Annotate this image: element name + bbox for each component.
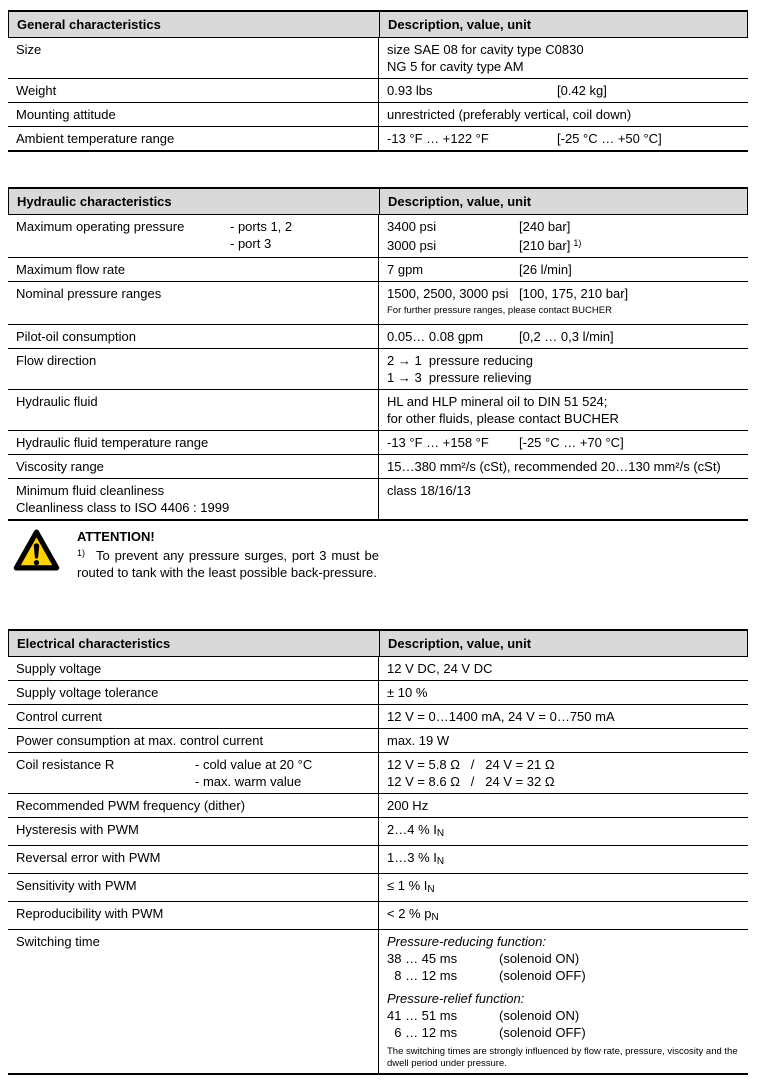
value-line — [387, 967, 740, 984]
row-value — [378, 479, 748, 519]
footnote-marker: 1) — [77, 548, 86, 558]
table-row — [8, 390, 748, 431]
row-label: Hysteresis with PWM — [16, 822, 139, 837]
value-line: 15…380 mm²/s (cSt), recommended 20…130 mm²/s (cSt) — [387, 459, 721, 474]
table-row — [8, 705, 748, 729]
value-line — [387, 950, 740, 967]
attention-text-block — [77, 528, 379, 581]
value-us: -13 °F … +122 °F — [387, 131, 489, 146]
row-value — [378, 681, 748, 704]
table-row — [8, 753, 748, 794]
switching-state: (solenoid OFF) — [499, 1025, 586, 1040]
value-us: 7 gpm — [387, 262, 424, 277]
label-subitems — [230, 218, 292, 252]
switching-state: (solenoid ON) — [499, 1008, 580, 1023]
value-line: size SAE 08 for cavity type C0830 — [387, 42, 584, 57]
sublabel: - ports 1, 2 — [230, 219, 293, 234]
attention-note — [13, 528, 748, 581]
hydraulic-characteristics-table — [8, 187, 748, 521]
switching-state: (solenoid OFF) — [499, 968, 586, 983]
row-label: Control current — [16, 709, 102, 724]
value-line: unrestricted (preferably vertical, coil down) — [387, 107, 632, 122]
value-line: 12 V = 0…1400 mA, 24 V = 0…750 mA — [387, 709, 615, 724]
value-line: class 18/16/13 — [387, 483, 471, 498]
table-row — [8, 325, 748, 349]
value-line: 1 → 3 pressure relieving — [387, 370, 532, 385]
value-us: -13 °F … +158 °F — [387, 435, 489, 450]
value-us: 3400 psi — [387, 219, 437, 234]
row-label: Recommended PWM frequency (dither) — [16, 798, 246, 813]
value-us: 0.05… 0.08 gpm — [387, 329, 484, 344]
row-label: Mounting attitude — [16, 107, 116, 122]
value-column-header: Description, value, unit — [379, 631, 747, 656]
row-label: Supply voltage tolerance — [16, 685, 159, 700]
value-si: [210 bar] — [519, 238, 571, 253]
row-value — [378, 753, 748, 793]
switching-time: 41 … 51 ms — [387, 1008, 458, 1023]
general-table-header — [8, 12, 748, 38]
table-row — [8, 79, 748, 103]
row-value — [378, 794, 748, 817]
table-row — [8, 258, 748, 282]
value-line — [387, 235, 740, 254]
general-characteristics-table — [8, 10, 748, 152]
table-row — [8, 902, 748, 930]
row-label: Reversal error with PWM — [16, 850, 161, 865]
switching-time: 6 … 12 ms — [387, 1025, 458, 1040]
table-row — [8, 479, 748, 519]
row-label: Pilot-oil consumption — [16, 329, 136, 344]
row-value — [378, 282, 748, 324]
value-us: 1500, 2500, 3000 psi — [387, 286, 509, 301]
row-label: Switching time — [16, 934, 100, 949]
table-row — [8, 818, 748, 846]
row-label — [8, 753, 378, 793]
table-row — [8, 681, 748, 705]
row-value — [378, 390, 748, 430]
sublabel: - cold value at 20 °C — [195, 757, 313, 772]
value-si: [0.42 kg] — [557, 83, 607, 98]
row-label: Hydraulic fluid — [16, 394, 98, 409]
footnote-ref: 1) — [573, 238, 582, 248]
value-column-header: Description, value, unit — [379, 12, 747, 37]
table-row — [8, 215, 748, 258]
value-line — [387, 1007, 740, 1024]
value-line — [387, 905, 740, 926]
row-value — [378, 818, 748, 845]
value-si: [26 l/min] — [519, 262, 572, 277]
value-line — [387, 82, 740, 99]
row-value — [378, 215, 748, 257]
switching-group-title: Pressure-reducing function: — [387, 934, 546, 949]
row-label: Ambient temperature range — [16, 131, 175, 146]
value-line — [387, 434, 740, 451]
value-line: HL and HLP mineral oil to DIN 51 524; — [387, 394, 608, 409]
table-title: Hydraulic characteristics — [17, 194, 172, 209]
value-line — [387, 261, 740, 278]
row-value — [378, 349, 748, 389]
value-line — [387, 849, 740, 870]
row-label: Nominal pressure ranges — [16, 286, 162, 301]
row-value — [378, 38, 748, 78]
row-label: Size — [16, 42, 42, 57]
label-text: Minimum fluid cleanliness — [16, 483, 165, 498]
row-label — [8, 215, 378, 257]
row-value — [378, 79, 748, 102]
value-si: [-25 °C … +50 °C] — [557, 131, 662, 146]
value-line: 12 V = 5.8 Ω / 24 V = 21 Ω — [387, 757, 555, 772]
row-value — [378, 325, 748, 348]
table-row — [8, 930, 748, 1073]
row-note: The switching times are strongly influenced by flow rate, pressure, viscosity and the dwell period under pressure. — [387, 1046, 738, 1069]
row-label: Weight — [16, 83, 57, 98]
table-row — [8, 38, 748, 79]
value-si: [-25 °C … +70 °C] — [519, 435, 624, 450]
row-value — [378, 657, 748, 680]
table-row — [8, 349, 748, 390]
attention-body — [77, 545, 379, 581]
row-label — [8, 479, 378, 519]
table-row — [8, 794, 748, 818]
value-si: [0,2 … 0,3 l/min] — [519, 329, 614, 344]
label-text: Maximum operating pressure — [16, 219, 185, 234]
row-value — [378, 455, 748, 478]
row-value — [378, 846, 748, 873]
value-text: < 2 % p — [387, 906, 432, 921]
row-value — [378, 258, 748, 281]
table-title: General characteristics — [17, 17, 161, 32]
row-label: Power consumption at max. control current — [16, 733, 264, 748]
value-us: 3000 psi — [387, 238, 437, 253]
switching-group-title: Pressure-relief function: — [387, 991, 525, 1006]
row-label: Maximum flow rate — [16, 262, 126, 277]
value-line — [387, 821, 740, 842]
table-row — [8, 127, 748, 150]
row-value — [378, 705, 748, 728]
warning-triangle-icon — [13, 528, 60, 572]
value-line — [387, 218, 740, 235]
value-line — [387, 328, 740, 345]
switching-time: 38 … 45 ms — [387, 951, 458, 966]
value-line — [387, 877, 740, 898]
table-row — [8, 846, 748, 874]
value-line: for other fluids, please contact BUCHER — [387, 411, 619, 426]
value-line: 12 V DC, 24 V DC — [387, 661, 493, 676]
table-row — [8, 282, 748, 325]
value-si: [100, 175, 210 bar] — [519, 286, 629, 301]
table-row — [8, 431, 748, 455]
row-label: Supply voltage — [16, 661, 102, 676]
row-value — [378, 729, 748, 752]
electrical-table-header — [8, 631, 748, 657]
row-note: For further pressure ranges, please contact BUCHER — [387, 305, 612, 316]
table-title: Electrical characteristics — [17, 636, 171, 651]
value-line: max. 19 W — [387, 733, 450, 748]
value-column-header: Description, value, unit — [379, 189, 747, 214]
table-row — [8, 874, 748, 902]
label-text: Cleanliness class to ISO 4406 : 1999 — [16, 500, 230, 515]
sublabel: - port 3 — [230, 236, 272, 251]
row-value — [378, 103, 748, 126]
row-value — [378, 902, 748, 929]
table-row — [8, 455, 748, 479]
value-subscript: N — [427, 884, 435, 895]
table-row — [8, 657, 748, 681]
value-text: ≤ 1 % I — [387, 878, 428, 893]
row-value — [378, 127, 748, 150]
row-label: Sensitivity with PWM — [16, 878, 137, 893]
label-text: Coil resistance R — [16, 757, 115, 772]
value-si: [240 bar] — [519, 219, 571, 234]
hydraulic-table-header — [8, 189, 748, 215]
row-label: Viscosity range — [16, 459, 104, 474]
table-row — [8, 103, 748, 127]
value-subscript: N — [436, 856, 445, 867]
label-subitems — [195, 756, 312, 790]
value-line — [387, 1024, 740, 1041]
attention-body-text: To prevent any pressure surges, port 3 must be routed to tank with the least possible back-pressure. — [77, 548, 379, 580]
value-subscript: N — [436, 828, 445, 839]
value-line — [387, 130, 740, 147]
value-line: 200 Hz — [387, 798, 429, 813]
value-line: 12 V = 8.6 Ω / 24 V = 32 Ω — [387, 774, 555, 789]
electrical-characteristics-table — [8, 629, 748, 1075]
switching-state: (solenoid ON) — [499, 951, 580, 966]
value-text: 1…3 % I — [387, 850, 437, 865]
row-label: Hydraulic fluid temperature range — [16, 435, 209, 450]
row-value — [378, 431, 748, 454]
switching-time: 8 … 12 ms — [387, 968, 458, 983]
value-line: NG 5 for cavity type AM — [387, 59, 524, 74]
sublabel: - max. warm value — [195, 774, 302, 789]
value-text: 2…4 % I — [387, 822, 437, 837]
row-value — [378, 930, 748, 1073]
table-row — [8, 729, 748, 753]
value-subscript: N — [431, 912, 439, 923]
value-line: ± 10 % — [387, 685, 428, 700]
row-label: Reproducibility with PWM — [16, 906, 164, 921]
row-value — [378, 874, 748, 901]
value-us: 0.93 lbs — [387, 83, 433, 98]
value-line: 2 → 1 pressure reducing — [387, 353, 533, 368]
attention-title: ATTENTION! — [77, 529, 155, 544]
value-line — [387, 285, 740, 302]
row-label: Flow direction — [16, 353, 97, 368]
